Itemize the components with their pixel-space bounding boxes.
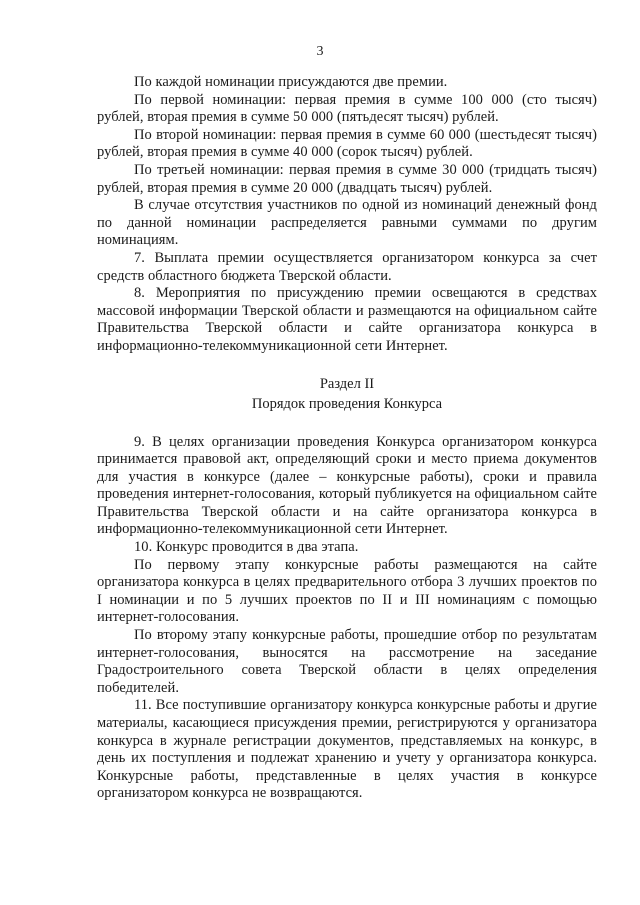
section-heading <box>97 374 597 414</box>
paragraph-second-stage: По второму этапу конкурсные работы, прошедшие отбор по результатам интернет-голосования, выносятся на рассмотрение на заседание Градостроительного совета Тверской области в целях определения победителей. <box>97 627 597 696</box>
paragraph-first-nomination: По первой номинации: первая премия в сумме 100 000 (сто тысяч) рублей, вторая премия в сумме 50 000 (пятьдесят тысяч) рублей. <box>97 91 597 126</box>
paragraph-prizes-per-nomination: По каждой номинации присуждаются две премии. <box>134 74 448 90</box>
paragraph-item-9: 9. В целях организации проведения Конкурса организатором конкурса принимается правовой акт, определяющий сроки и место приема документов для участия в конкурсе (далее – конкурсные работы), сроки и правила проведения интернет-голосования, который публикуется на официальном сайте Правительства Тверской области и на сайте организатора конкурса в информационно-телекоммуникационной сети Интернет. <box>97 433 597 538</box>
paragraph-item-8: 8. Мероприятия по присуждению премии освещаются в средствах массовой информации Тверской области и размещаются на официальном сайте Правительства Тверской области и сайте организатора конкурса в информационно-телекоммуникационной сети Интернет. <box>97 285 597 354</box>
paragraph-item-7: 7. Выплата премии осуществляется организатором конкурса за счет средств областного бюджета Тверской области. <box>97 249 597 284</box>
paragraph-second-nomination: По второй номинации: первая премия в сумме 60 000 (шестьдесят тысяч) рублей, вторая премия в сумме 40 000 (сорок тысяч) рублей. <box>97 126 597 161</box>
paragraph-item-11: 11. Все поступившие организатору конкурса конкурсные работы и другие материалы, касающиеся присуждения премии, регистрируются у организатора конкурса в журнале регистрации документов, представляемых на конкурс, в день их поступления и подлежат хранению и учету у организатора конкурса. Конкурсные работы, представленные в целях участия в конкурсе организатором конкурса не возвращаются. <box>97 697 597 802</box>
paragraph-item-10: 10. Конкурс проводится в два этапа. <box>134 539 359 556</box>
paragraph-first-stage: По первому этапу конкурсные работы размещаются на сайте организатора конкурса в целях предварительного отбора 3 лучших проектов по I номинации и по 5 лучших проектов по II и III номинациям с помощью интернет-голосования. <box>97 556 597 626</box>
paragraph-no-participants: В случае отсутствия участников по одной из номинаций денежный фонд по данной номинации распределяется равными суммами по другим номинациям. <box>97 197 597 249</box>
section-number: Раздел II <box>319 375 375 392</box>
document-body <box>97 74 597 803</box>
section-title: Порядок проведения Конкурса <box>251 395 443 412</box>
page-number: 3 <box>316 44 324 59</box>
paragraph-third-nomination: По третьей номинации: первая премия в сумме 30 000 (тридцать тысяч) рублей, вторая премия в сумме 20 000 (двадцать тысяч) рублей. <box>97 161 597 196</box>
